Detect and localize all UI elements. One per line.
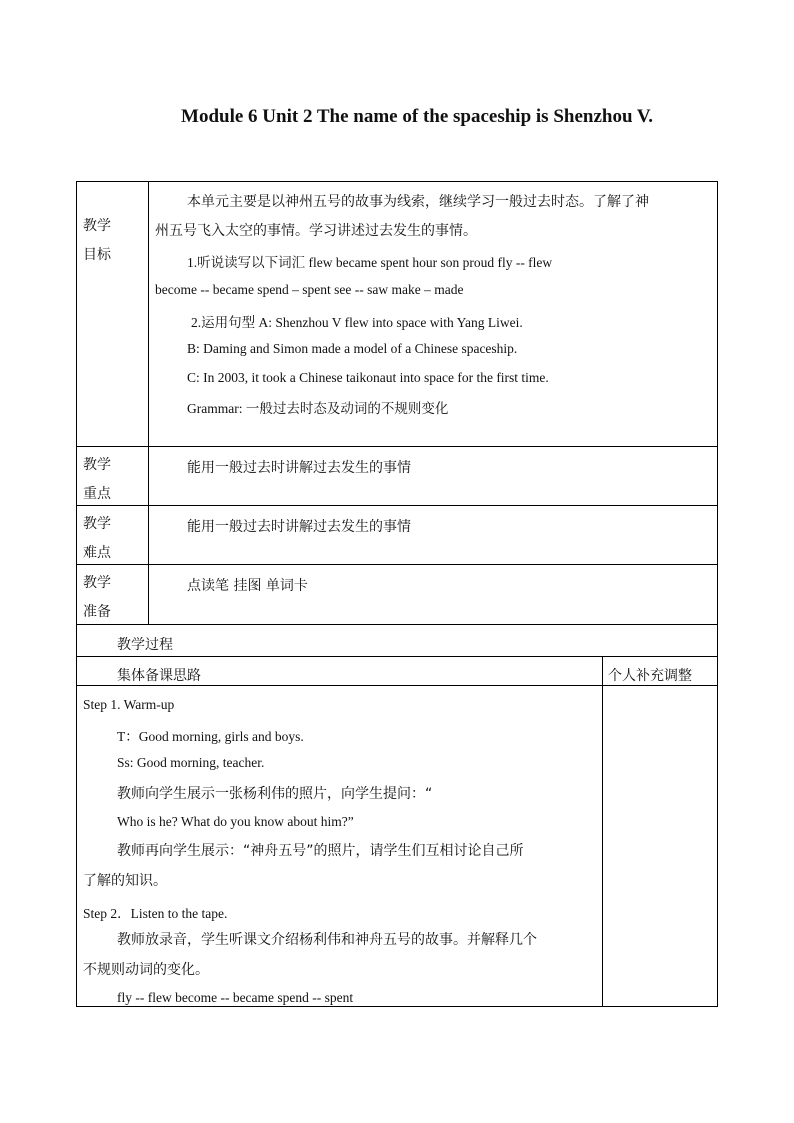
objectives-label-line2: 目标: [83, 247, 111, 263]
objectives-line: Grammar: 一般过去时态及动词的不规则变化: [187, 401, 449, 416]
objectives-line: 本单元主要是以神州五号的故事为线索，继续学习一般过去时态。了解了神: [187, 194, 649, 210]
step-line: 教师放录音，学生听课文介绍杨利伟和神舟五号的故事。并解释几个: [117, 932, 537, 948]
difficulties-row: [76, 505, 718, 564]
step-line: Step 2．Listen to the tape.: [83, 906, 228, 921]
preparation-label-line2: 准备: [83, 604, 111, 620]
preparation-text: 点读笔 挂图 单词卡: [187, 578, 308, 594]
objectives-row: [76, 181, 718, 446]
key-points-row: [76, 446, 718, 505]
preparation-row: [76, 564, 718, 624]
difficulties-label-line2: 难点: [83, 545, 111, 561]
key-points-text: 能用一般过去时讲解过去发生的事情: [187, 460, 411, 476]
process-row: [76, 624, 718, 656]
key-points-label-line2: 重点: [83, 486, 111, 502]
objectives-line: 2.运用句型 A: Shenzhou V flew into space with Yang Liwei.: [191, 315, 523, 330]
plan-header-left: 集体备课思路: [117, 668, 201, 684]
column-divider: [148, 447, 149, 505]
plan-header-row: [76, 656, 718, 685]
difficulties-label-line1: 教学: [83, 516, 111, 532]
page-title: Module 6 Unit 2 The name of the spaceship is Shenzhou V.: [181, 106, 653, 127]
plan-header-right: 个人补充调整: [608, 668, 692, 684]
step-line: fly -- flew become -- became spend -- spent: [117, 990, 354, 1005]
preparation-label-line1: 教学: [83, 575, 111, 591]
process-label: 教学过程: [117, 637, 173, 653]
objectives-label-line1: 教学: [83, 218, 111, 234]
objectives-line: 1.听说读写以下词汇 flew became spent hour son proud fly -- flew: [187, 255, 553, 270]
column-divider: [148, 182, 149, 446]
step-line: 教师向学生展示一张杨利伟的照片，向学生提问：“: [117, 786, 433, 802]
step-line: 不规则动词的变化。: [83, 962, 209, 978]
step-line: T：Good morning, girls and boys.: [117, 729, 304, 744]
step-line: Who is he? What do you know about him?”: [117, 814, 354, 829]
column-divider: [148, 506, 149, 564]
difficulties-label: [83, 510, 143, 568]
key-points-label: [83, 451, 143, 509]
objectives-label: [83, 212, 143, 270]
steps-row: [76, 685, 718, 1007]
step-line: Step 1. Warm-up: [83, 697, 175, 712]
difficulties-text: 能用一般过去时讲解过去发生的事情: [187, 519, 411, 535]
column-divider: [602, 657, 603, 685]
column-divider: [148, 565, 149, 624]
step-line: Ss: Good morning, teacher.: [117, 755, 265, 770]
key-points-label-line1: 教学: [83, 457, 111, 473]
column-divider: [602, 686, 603, 1006]
objectives-line: B: Daming and Simon made a model of a Chinese spaceship.: [187, 341, 518, 356]
step-line: 了解的知识。: [83, 873, 167, 889]
objectives-line: C: In 2003, it took a Chinese taikonaut into space for the first time.: [187, 370, 549, 385]
step-line: 教师再向学生展示：“神舟五号”的照片，请学生们互相讨论自己所: [117, 843, 524, 859]
objectives-line: 州五号飞入太空的事情。学习讲述过去发生的事情。: [155, 223, 477, 239]
objectives-line: become -- became spend – spent see -- saw make – made: [155, 282, 464, 297]
preparation-label: [83, 569, 143, 627]
